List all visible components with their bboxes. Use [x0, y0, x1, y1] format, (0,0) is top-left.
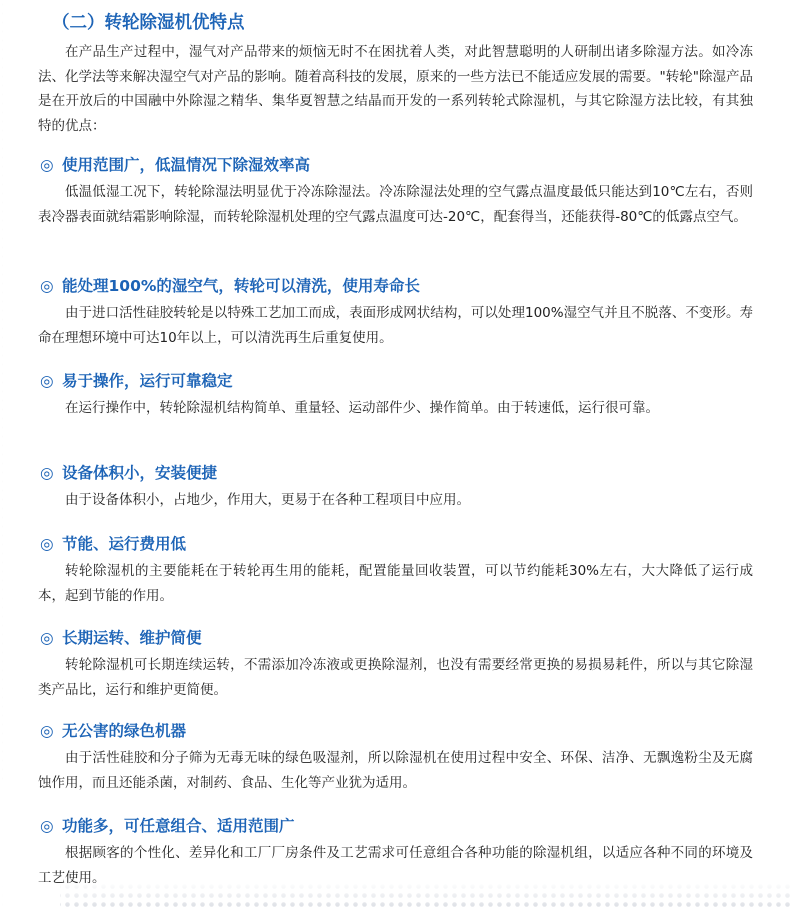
- section-body-text: 由于进口活性硅胶转轮是以特殊工艺加工而成，表面形成网状结构，可以处理100%湿空气并且不脱落、不变形。寿命在理想环境中可达10年以上，可以清洗再生后重复使用。: [38, 305, 753, 346]
- section-body-green: [38, 746, 753, 795]
- section-heading-text: 长期运转、维护简便: [62, 629, 202, 647]
- section-body-compact: [38, 488, 753, 513]
- section-body-text: 由于活性硅胶和分子筛为无毒无味的绿色吸湿剂，所以除湿机在使用过程中安全、环保、洁净、无飘逸粉尘及无腐蚀作用，而且还能杀菌，对制药、食品、生化等产业犹为适用。: [38, 750, 753, 791]
- bullet-circle-icon: ◎: [40, 817, 54, 835]
- section-body-easy-operation: [38, 396, 753, 421]
- section-body-text: 在运行操作中，转轮除湿机结构简单、重量轻、运动部件少、操作简单。由于转速低，运行很可靠。: [65, 400, 659, 416]
- section-heading-energy-saving: [40, 532, 186, 556]
- section-body-maintenance: [38, 653, 753, 702]
- section-body-multifunction: [38, 841, 753, 890]
- section-body-text: 由于设备体积小，占地少，作用大，更易于在各种工程项目中应用。: [65, 492, 470, 508]
- section-heading-multifunction: [40, 814, 295, 838]
- page-title: （二）转轮除湿机优特点: [52, 13, 245, 33]
- bullet-circle-icon: ◎: [40, 535, 54, 553]
- section-heading-maintenance: [40, 626, 202, 650]
- section-body-text: 转轮除湿机的主要能耗在于转轮再生用的能耗，配置能量回收装置，可以节约能耗30%左右，大大降低了运行成本，起到节能的作用。: [38, 563, 753, 604]
- section-heading-text: 功能多，可任意组合、适用范围广: [62, 817, 295, 835]
- bullet-circle-icon: ◎: [40, 277, 54, 295]
- section-body-energy-saving: [38, 559, 753, 608]
- intro-text: 在产品生产过程中，湿气对产品带来的烦恼无时不在困扰着人类，对此智慧聪明的人研制出诸多除湿方法。如冷冻法、化学法等来解决湿空气对产品的影响。随着高科技的发展，原来的一些方法已不能适应发展的需要。"转轮"除湿产品是在开放后的中国融中外除湿之精华、集华夏智慧之结晶而开发的一系列转轮式除湿机，与其它除湿方法比较，有其独特的优点：: [38, 44, 753, 134]
- section-heading-wide-range: [40, 153, 310, 177]
- bullet-circle-icon: ◎: [40, 722, 54, 740]
- section-body-text: 转轮除湿机可长期连续运转，不需添加冷冻液或更换除湿剂，也没有需要经常更换的易损易耗件，所以与其它除湿类产品比，运行和维护更简便。: [38, 657, 753, 698]
- section-body-humid-air: [38, 301, 753, 350]
- section-heading-text: 易于操作，运行可靠稳定: [62, 372, 233, 390]
- section-heading-compact: [40, 461, 217, 485]
- section-heading-text: 设备体积小，安装便捷: [62, 464, 218, 482]
- bullet-circle-icon: ◎: [40, 629, 54, 647]
- section-heading-text: 使用范围广，低温情况下除湿效率高: [62, 156, 311, 174]
- section-body-text: 根据顾客的个性化、差异化和工厂厂房条件及工艺需求可任意组合各种功能的除湿机组，以适应各种不同的环境及工艺使用。: [38, 845, 753, 886]
- section-body-text: 低温低湿工况下，转轮除湿法明显优于冷冻除湿法。冷冻除湿法处理的空气露点温度最低只能达到10℃左右，否则表冷器表面就结霜影响除湿，而转轮除湿机处理的空气露点温度可达-20℃，配套得当，还能获得-80℃的低露点空气。: [38, 184, 753, 225]
- bullet-circle-icon: ◎: [40, 156, 54, 174]
- section-body-wide-range: [38, 180, 753, 229]
- section-heading-easy-operation: [40, 369, 233, 393]
- section-heading-humid-air: [40, 274, 420, 298]
- bullet-circle-icon: ◎: [40, 372, 54, 390]
- section-heading-green: [40, 719, 186, 743]
- section-heading-text: 无公害的绿色机器: [62, 722, 187, 740]
- section-heading-text: 节能、运行费用低: [62, 535, 187, 553]
- intro-paragraph: [38, 40, 753, 138]
- section-heading-text: 能处理100%的湿空气，转轮可以清洗，使用寿命长: [62, 277, 420, 295]
- bullet-circle-icon: ◎: [40, 464, 54, 482]
